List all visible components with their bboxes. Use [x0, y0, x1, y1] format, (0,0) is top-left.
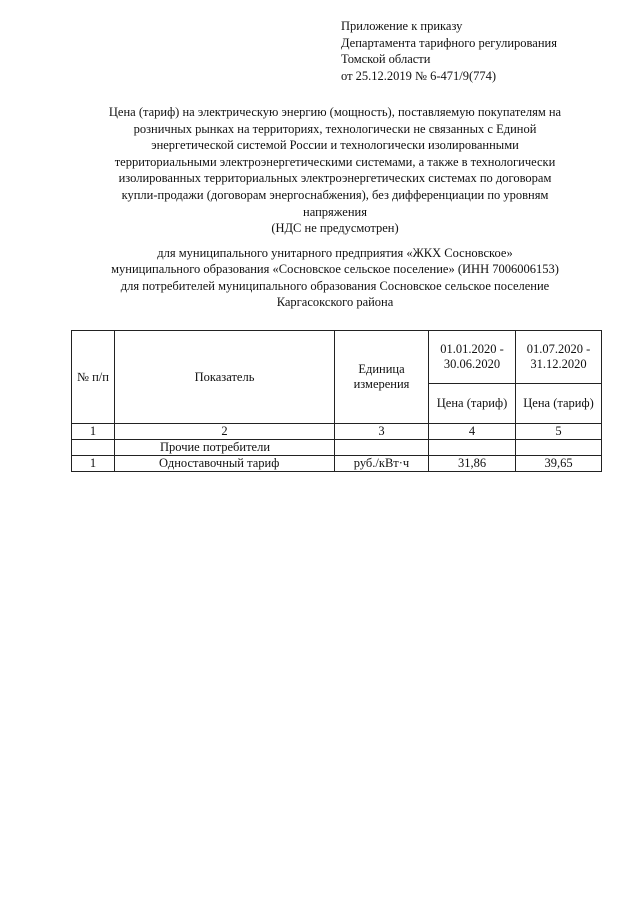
appendix-line: от 25.12.2019 № 6-471/9(774) — [341, 68, 497, 83]
header-price-2: Цена (тариф) — [516, 384, 602, 424]
table-row — [72, 456, 602, 472]
subtitle-line: Каргасокского района — [276, 295, 394, 310]
row-price-2: 39,65 — [516, 456, 602, 472]
title-line: купли-продажи (договорам энергоснабжения), без дифференциации по уровням — [121, 187, 549, 202]
col-number: 1 — [72, 424, 115, 440]
title-line: изолированных территориальных электроэнергетических системах по договорам — [118, 171, 552, 186]
header-price-1: Цена (тариф) — [429, 384, 516, 424]
appendix-block — [341, 18, 631, 84]
appendix-line: Приложение к приказу — [341, 19, 463, 33]
col-number: 4 — [429, 424, 516, 440]
col-number: 3 — [335, 424, 429, 440]
row-unit: руб./кВт·ч — [335, 456, 429, 472]
header-indicator: Показатель — [115, 331, 335, 424]
title-line: Цена (тариф) на электрическую энергию (мощность), поставляемую покупателям на — [108, 105, 562, 119]
header-num: № п/п — [72, 331, 115, 424]
appendix-line: Томской области — [341, 52, 431, 66]
subtitle-line: для муниципального унитарного предприятия «ЖКХ Сосновское» — [157, 246, 513, 260]
title-line: розничных рынках на территориях, технологически не связанных с Единой — [133, 121, 537, 136]
title-line: (НДС не предусмотрен) — [271, 221, 399, 236]
document-title — [70, 104, 600, 237]
header-unit: Единица измерения — [335, 331, 429, 424]
header-period-2: 01.07.2020 - 31.12.2020 — [516, 331, 602, 384]
row-indicator: Одноставочный тариф — [115, 456, 335, 472]
header-row — [72, 331, 602, 384]
row-price-1: 31,86 — [429, 456, 516, 472]
group-label: Прочие потребители — [115, 440, 335, 456]
document-subtitle — [70, 245, 600, 311]
tariff-table — [71, 330, 602, 472]
appendix-line: Департамента тарифного регулирования — [341, 35, 557, 50]
column-number-row — [72, 424, 602, 440]
title-line: энергетической системой России и технологически изолированными — [151, 138, 519, 153]
title-line: территориальными электроэнергетическими системами, а также в технологически — [114, 154, 556, 169]
group-row — [72, 440, 602, 456]
col-number: 2 — [115, 424, 335, 440]
col-number: 5 — [516, 424, 602, 440]
title-line: напряжения — [303, 204, 367, 219]
row-num: 1 — [72, 456, 115, 472]
subtitle-line: муниципального образования «Сосновское сельское поселение» (ИНН 7006006153) — [111, 262, 559, 277]
header-period-1: 01.01.2020 - 30.06.2020 — [429, 331, 516, 384]
subtitle-line: для потребителей муниципального образования Сосновское сельское поселение — [120, 278, 550, 293]
